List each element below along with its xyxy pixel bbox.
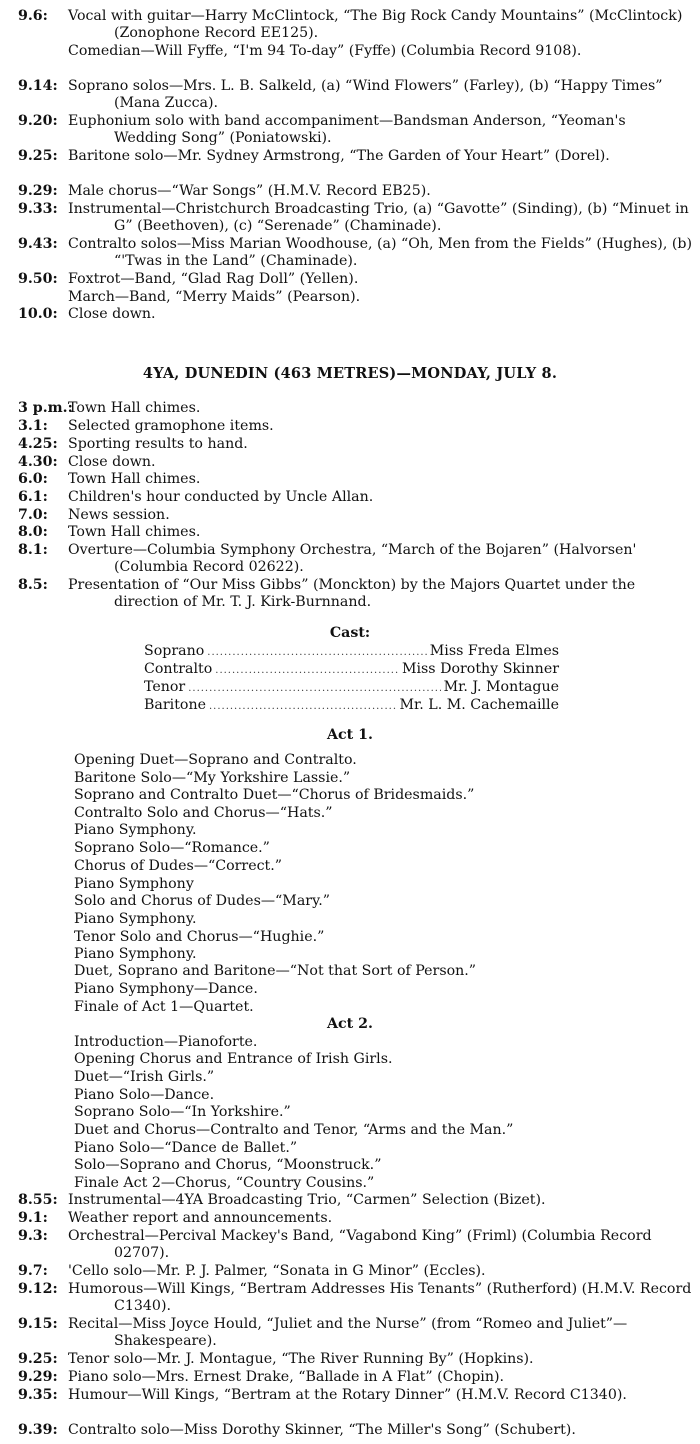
entry-text: Humorous—Will Kings, “Bertram Addresses His Tenants” (Rutherford) (H.M.V. Record C1340). [68, 1281, 692, 1315]
entry-time: 3 p.m.: [18, 400, 73, 416]
entry-time: 9.7: [18, 1263, 48, 1279]
entry-text: Foxtrot—Band, “Glad Rag Doll” (Yellen). [68, 271, 359, 287]
entry-text: March—Band, “Merry Maids” (Pearson). [68, 289, 361, 305]
program-entry [18, 236, 692, 271]
entry-text: Orchestral—Percival Mackey's Band, “Vagabond King” (Friml) (Columbia Record 02707). [68, 1228, 652, 1262]
act2-heading: Act 2. [327, 1016, 373, 1032]
entry-text: Humour—Will Kings, “Bertram at the Rotary Dinner” (H.M.V. Record C1340). [68, 1387, 627, 1403]
cast-row [144, 661, 559, 680]
entry-time: 9.43: [18, 236, 58, 252]
entry-time: 6.1: [18, 489, 48, 505]
cast-role: Baritone [144, 697, 206, 713]
entry-text: Comedian—Will Fyffe, “I'm 94 To-day” (Fyffe) (Columbia Record 9108). [68, 43, 582, 59]
act2-item: Opening Chorus and Entrance of Irish Girls. [74, 1051, 393, 1067]
act2-item: Duet and Chorus—Contralto and Tenor, “Arms and the Man.” [74, 1122, 514, 1138]
entry-time: 9.3: [18, 1228, 48, 1244]
act1-item: Finale of Act 1—Quartet. [74, 999, 254, 1015]
entry-text: Contralto solo—Miss Dorothy Skinner, “The Miller's Song” (Schubert). [68, 1422, 576, 1438]
program-entry [18, 201, 692, 236]
entry-time: 8.1: [18, 542, 48, 558]
entry-text: Piano solo—Mrs. Ernest Drake, “Ballade in A Flat” (Chopin). [68, 1369, 504, 1385]
program-entry [18, 113, 692, 148]
entry-text: Sporting results to hand. [68, 436, 248, 452]
act1-item: Piano Symphony. [74, 911, 197, 927]
entry-text: Baritone solo—Mr. Sydney Armstrong, “The Garden of Your Heart” (Dorel). [68, 148, 610, 164]
program-entry [18, 418, 692, 435]
entry-time: 9.50: [18, 271, 58, 287]
leader-dots [209, 697, 397, 716]
act1-item: Soprano Solo—“Romance.” [74, 840, 270, 856]
act2-item: Soprano Solo—“In Yorkshire.” [74, 1104, 291, 1120]
program-entry [18, 1369, 692, 1386]
entry-time: 9.20: [18, 113, 58, 129]
entry-time: 6.0: [18, 471, 48, 487]
entry-text: Recital—Miss Joyce Hould, “Juliet and the Nurse” (from “Romeo and Juliet”—Shakespeare). [68, 1316, 628, 1350]
act1-item: Contralto Solo and Chorus—“Hats.” [74, 805, 333, 821]
entry-time: 9.39: [18, 1422, 58, 1438]
station-heading: 4YA, DUNEDIN (463 METRES)—MONDAY, JULY 8. [142, 365, 558, 382]
entry-time: 9.25: [18, 148, 58, 164]
entry-text: Selected gramophone items. [68, 418, 274, 434]
entry-time: 9.33: [18, 201, 58, 217]
leader-dots [188, 679, 440, 698]
program-entry [18, 471, 692, 488]
program-entry [18, 289, 692, 306]
program-entry [18, 271, 692, 288]
entry-text: Town Hall chimes. [68, 400, 201, 416]
act2-item: Piano Solo—“Dance de Ballet.” [74, 1140, 298, 1156]
act1-heading: Act 1. [327, 727, 373, 743]
entry-time: 4.30: [18, 454, 58, 470]
entry-time: 3.1: [18, 418, 48, 434]
entry-text: Tenor solo—Mr. J. Montague, “The River Running By” (Hopkins). [68, 1351, 534, 1367]
cast-role: Soprano [144, 643, 205, 659]
program-entry [18, 489, 692, 506]
program-entry [18, 148, 692, 165]
act1-item: Baritone Solo—“My Yorkshire Lassie.” [74, 770, 351, 786]
entry-time: 8.5: [18, 577, 48, 593]
program-entry [18, 507, 692, 524]
entry-text: Vocal with guitar—Harry McClintock, “The Big Rock Candy Mountains” (McClintock) (Zonophone Record EE125). [68, 8, 683, 42]
entry-text: Close down. [68, 454, 156, 470]
program-entry [18, 43, 692, 60]
program-entry [18, 1192, 692, 1209]
act1-item: Piano Symphony [74, 876, 194, 892]
act1-item: Piano Symphony. [74, 822, 197, 838]
program-entry [18, 1210, 692, 1227]
cast-row [144, 643, 559, 662]
cast-row [144, 679, 559, 698]
entry-text: 'Cello solo—Mr. P. J. Palmer, “Sonata in G Minor” (Eccles). [68, 1263, 486, 1279]
entry-time: 9.25: [18, 1351, 58, 1367]
entry-text: Contralto solos—Miss Marian Woodhouse, (a) “Oh, Men from the Fields” (Hughes), (b) “'Twas in the Land” (Chaminade). [68, 236, 692, 270]
act1-item: Soprano and Contralto Duet—“Chorus of Bridesmaids.” [74, 787, 475, 803]
entry-text: Children's hour conducted by Uncle Allan. [68, 489, 374, 505]
program-entry [18, 436, 692, 453]
act2-item: Finale Act 2—Chorus, “Country Cousins.” [74, 1175, 375, 1191]
program-entry [18, 1387, 692, 1404]
entry-time: 9.35: [18, 1387, 58, 1403]
entry-time: 9.29: [18, 1369, 58, 1385]
act2-item: Duet—“Irish Girls.” [74, 1069, 215, 1085]
entry-time: 7.0: [18, 507, 48, 523]
program-entry [18, 8, 692, 43]
act1-item: Piano Symphony. [74, 946, 197, 962]
program-entry [18, 1316, 692, 1351]
act1-item: Tenor Solo and Chorus—“Hughie.” [74, 929, 325, 945]
cast-name: Miss Freda Elmes [429, 643, 559, 659]
entry-time: 9.6: [18, 8, 48, 24]
entry-text: Presentation of “Our Miss Gibbs” (Monckton) by the Majors Quartet under the direction of Mr. T. J. Kirk-Burnnand. [68, 577, 636, 611]
entry-text: Town Hall chimes. [68, 524, 201, 540]
program-entry [18, 1422, 692, 1439]
act2-item: Introduction—Pianoforte. [74, 1034, 258, 1050]
entry-time: 8.55: [18, 1192, 58, 1208]
cast-heading: Cast: [329, 625, 371, 641]
act2-item: Solo—Soprano and Chorus, “Moonstruck.” [74, 1157, 382, 1173]
entry-time: 9.12: [18, 1281, 58, 1297]
program-entry [18, 78, 692, 113]
entry-text: Male chorus—“War Songs” (H.M.V. Record EB25). [68, 183, 431, 199]
entry-text: Soprano solos—Mrs. L. B. Salkeld, (a) “Wind Flowers” (Farley), (b) “Happy Times” (Mana Zucca). [68, 78, 663, 112]
act2-item: Piano Solo—Dance. [74, 1087, 215, 1103]
cast-role: Contralto [144, 661, 213, 677]
program-entry [18, 1228, 692, 1263]
entry-text: News session. [68, 507, 170, 523]
program-entry [18, 454, 692, 471]
program-entry [18, 1281, 692, 1316]
program-entry [18, 1351, 692, 1368]
program-entry [18, 524, 692, 541]
act1-item: Opening Duet—Soprano and Contralto. [74, 752, 357, 768]
entry-text: Town Hall chimes. [68, 471, 201, 487]
entry-time: 9.29: [18, 183, 58, 199]
entry-time: 8.0: [18, 524, 48, 540]
entry-text: Instrumental—Christchurch Broadcasting Trio, (a) “Gavotte” (Sinding), (b) “Minuet in G” (Beethoven), (c) “Serenade” (Chaminade). [68, 201, 689, 235]
entry-text: Close down. [68, 306, 156, 322]
entry-text: Instrumental—4YA Broadcasting Trio, “Carmen” Selection (Bizet). [68, 1192, 546, 1208]
entry-time: 9.14: [18, 78, 58, 94]
act1-item: Duet, Soprano and Baritone—“Not that Sort of Person.” [74, 963, 477, 979]
entry-time: 4.25: [18, 436, 58, 452]
act1-item: Chorus of Dudes—“Correct.” [74, 858, 283, 874]
entry-time: 10.0: [18, 306, 58, 322]
program-entry [18, 1263, 692, 1280]
act1-item: Solo and Chorus of Dudes—“Mary.” [74, 893, 330, 909]
cast-name: Mr. J. Montague [443, 679, 559, 695]
cast-name: Miss Dorothy Skinner [401, 661, 559, 677]
leader-dots [215, 661, 399, 680]
cast-name: Mr. L. M. Cachemaille [399, 697, 559, 713]
program-entry [18, 400, 692, 417]
cast-role: Tenor [144, 679, 186, 695]
entry-text: Overture—Columbia Symphony Orchestra, “March of the Bojaren” (Halvorsen' (Columbia Record 02622). [68, 542, 637, 576]
cast-row [144, 697, 559, 716]
act1-item: Piano Symphony—Dance. [74, 981, 258, 997]
program-entry [18, 183, 692, 200]
entry-text: Euphonium solo with band accompaniment—Bandsman Anderson, “Yeoman's Wedding Song” (Poniatowski). [68, 113, 626, 147]
program-entry [18, 542, 692, 577]
entry-time: 9.15: [18, 1316, 58, 1332]
program-entry [18, 577, 692, 612]
program-entry [18, 306, 692, 323]
entry-time: 9.1: [18, 1210, 48, 1226]
leader-dots [207, 643, 427, 662]
entry-text: Weather report and announcements. [68, 1210, 333, 1226]
